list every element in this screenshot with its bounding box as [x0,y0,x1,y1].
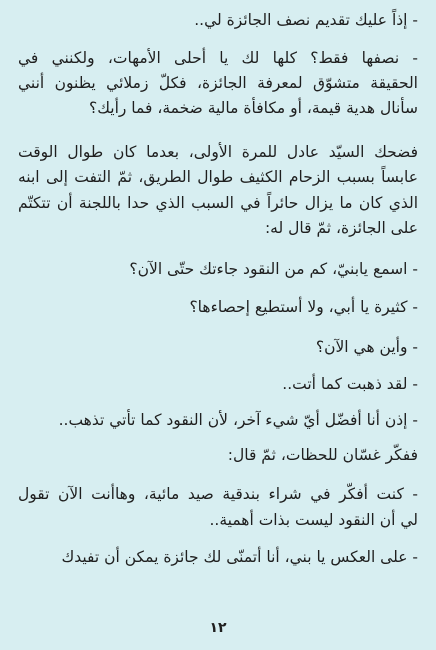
text-line-10: - كثيرة يا أبي، ولا أستطيع إحصاءها؟ [189,298,418,316]
text-line-2: - نصفها فقط؟ كلها لك يا أحلى الأمهات، ولكنني في [18,49,418,67]
text-line-8: على الجائزة، ثمّ قال له: [264,219,418,237]
text-line-13: - إذن أنا أفضّل أيّ شيء آخر، لأن النقود كما تأتي تذهب.. [58,411,418,429]
text-line-1: - إذاً عليك تقديم نصف الجائزة لي.. [194,11,418,29]
text-line-7: الذي كان ما يزال حائراً في السبب الذي حدا باللجنة أن تتكتّم [18,194,418,212]
text-line-9: - اسمع يابنيّ، كم من النقود جاءتك حتّى الآن؟ [129,260,418,278]
text-line-11: - وأين هي الآن؟ [315,338,418,356]
page-number: ١٢ [209,620,227,636]
text-line-15: - كنت أفكّر في شراء بندقية صيد مائية، وهاأنت الآن تقول [18,485,418,503]
text-line-3: الحقيقة متشوّق لمعرفة الجائزة، فكلّ زملائي يظنون أنني [18,74,418,92]
text-line-17: - على العكس يا بني، أنا أتمنّى لك جائزة يمكن أن تفيدك [61,548,418,566]
text-line-5: فضحك السيّد عادل للمرة الأولى، بعدما كان طوال الوقت [18,143,418,161]
text-line-14: ففكّر غسّان للحظات، ثمّ قال: [227,446,418,464]
text-line-4: سأنال هدية قيمة، أو مكافأة مالية ضخمة، فما رأيك؟ [88,99,418,117]
book-page [18,0,418,650]
text-line-6: عابساً بسبب الزحام الكثيف طوال الطريق، ثمّ التفت إلى ابنه [18,168,418,186]
text-line-16: لي أن النقود ليست بذات أهمية.. [209,511,418,529]
text-line-12: - لقد ذهبت كما أتت.. [282,375,418,393]
